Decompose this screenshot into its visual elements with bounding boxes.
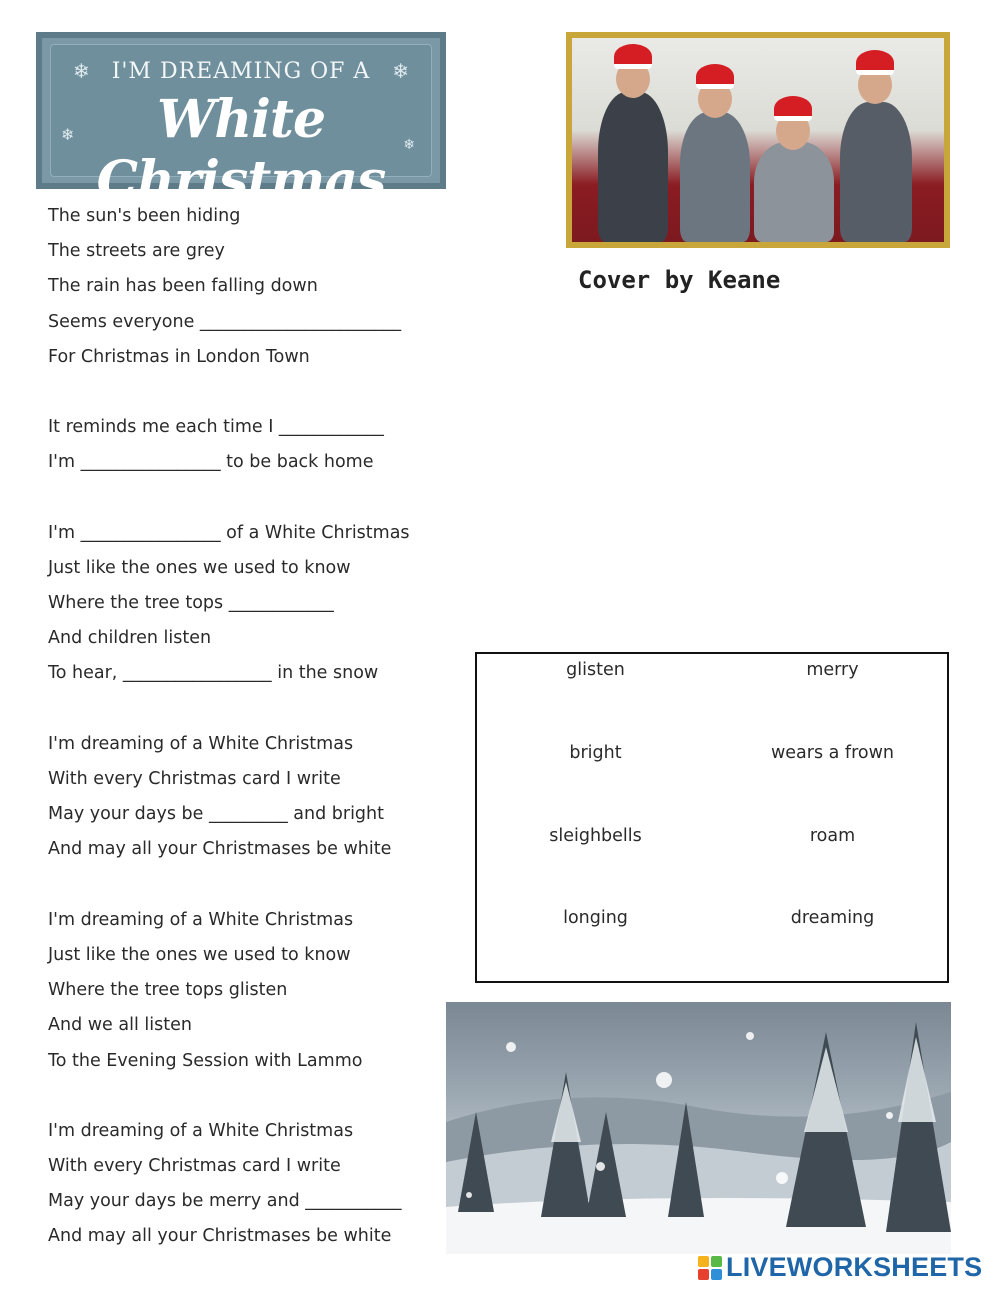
lyric-line-blank[interactable]: To hear, _________________ in the snow [48, 663, 379, 684]
lyric-line: For Christmas in London Town [48, 346, 310, 367]
lyric-line: To the Evening Session with Lammo [48, 1050, 363, 1071]
lyric-line: With every Christmas card I write [48, 1156, 341, 1177]
snowflake-icon: ❄ [403, 137, 415, 153]
snowy-forest-image [446, 1002, 951, 1254]
lyric-line-blank[interactable]: I'm ________________ to be back home [48, 452, 374, 473]
word-bank-item: dreaming [790, 908, 875, 928]
brand-name: LIVEWORKSHEETS [726, 1252, 983, 1282]
santa-hat-icon [856, 50, 894, 75]
lyric-line-blank[interactable]: It reminds me each time I ____________ [48, 417, 384, 438]
person-figure [680, 112, 750, 242]
lyric-line: Just like the ones we used to know [48, 944, 351, 965]
lyric-line: I'm dreaming of a White Christmas [48, 733, 354, 754]
lyric-line: Where the tree tops glisten [48, 980, 288, 1001]
lyric-line: I'm dreaming of a White Christmas [48, 1120, 354, 1141]
title-sign-line2: White Christmas [96, 89, 386, 211]
lyric-line: And may all your Christmases be white [48, 1226, 392, 1247]
lyric-line-blank[interactable]: May your days be _________ and bright [48, 804, 384, 825]
cover-credit: Cover by Keane [578, 266, 781, 294]
lyric-line-blank[interactable]: May your days be merry and ___________ [48, 1191, 402, 1212]
word-bank-item: roam [809, 826, 856, 846]
santa-hat-icon [774, 96, 812, 121]
lyric-line: The rain has been falling down [48, 276, 318, 297]
lyrics [48, 203, 448, 1259]
snowflake-icon: ❄ [392, 59, 409, 83]
word-bank-item: longing [563, 908, 628, 928]
word-bank [475, 652, 949, 983]
lyric-line: Just like the ones we used to know [48, 557, 351, 578]
lyric-line-blank[interactable]: Where the tree tops ____________ [48, 593, 334, 614]
word-bank-item: wears a frown [770, 743, 895, 763]
santa-hat-icon [696, 64, 734, 89]
person-figure [598, 92, 668, 242]
word-bank-item: merry [806, 660, 859, 680]
person-figure [840, 102, 912, 242]
lyric-line: And children listen [48, 628, 212, 649]
lyric-line: And we all listen [48, 1015, 192, 1036]
snowflake-icon: ❄ [61, 125, 75, 144]
lyric-line: The streets are grey [48, 241, 225, 262]
title-sign-image [36, 32, 446, 211]
person-figure [754, 142, 834, 242]
lyric-line: With every Christmas card I write [48, 769, 341, 789]
lyric-line: I'm dreaming of a White Christmas [48, 909, 354, 930]
word-bank-item: sleighbells [549, 826, 642, 846]
lyric-line: The sun's been hiding [48, 206, 241, 226]
word-bank-item: bright [569, 743, 622, 763]
snowflake-icon: ❄ [73, 59, 90, 83]
liveworksheets-logo-icon [698, 1256, 722, 1280]
band-photo [566, 32, 950, 248]
lyric-line-blank[interactable]: Seems everyone _______________________ [48, 311, 402, 332]
lyric-line: And may all your Christmases be white [48, 839, 392, 860]
lyric-line-blank[interactable]: I'm ________________ of a White Christmas [48, 522, 410, 543]
snowy-forest-illustration [446, 1002, 951, 1254]
title-sign-line1: I'M DREAMING OF A [111, 59, 371, 84]
word-bank-item: glisten [566, 660, 625, 680]
santa-hat-icon [614, 44, 652, 69]
